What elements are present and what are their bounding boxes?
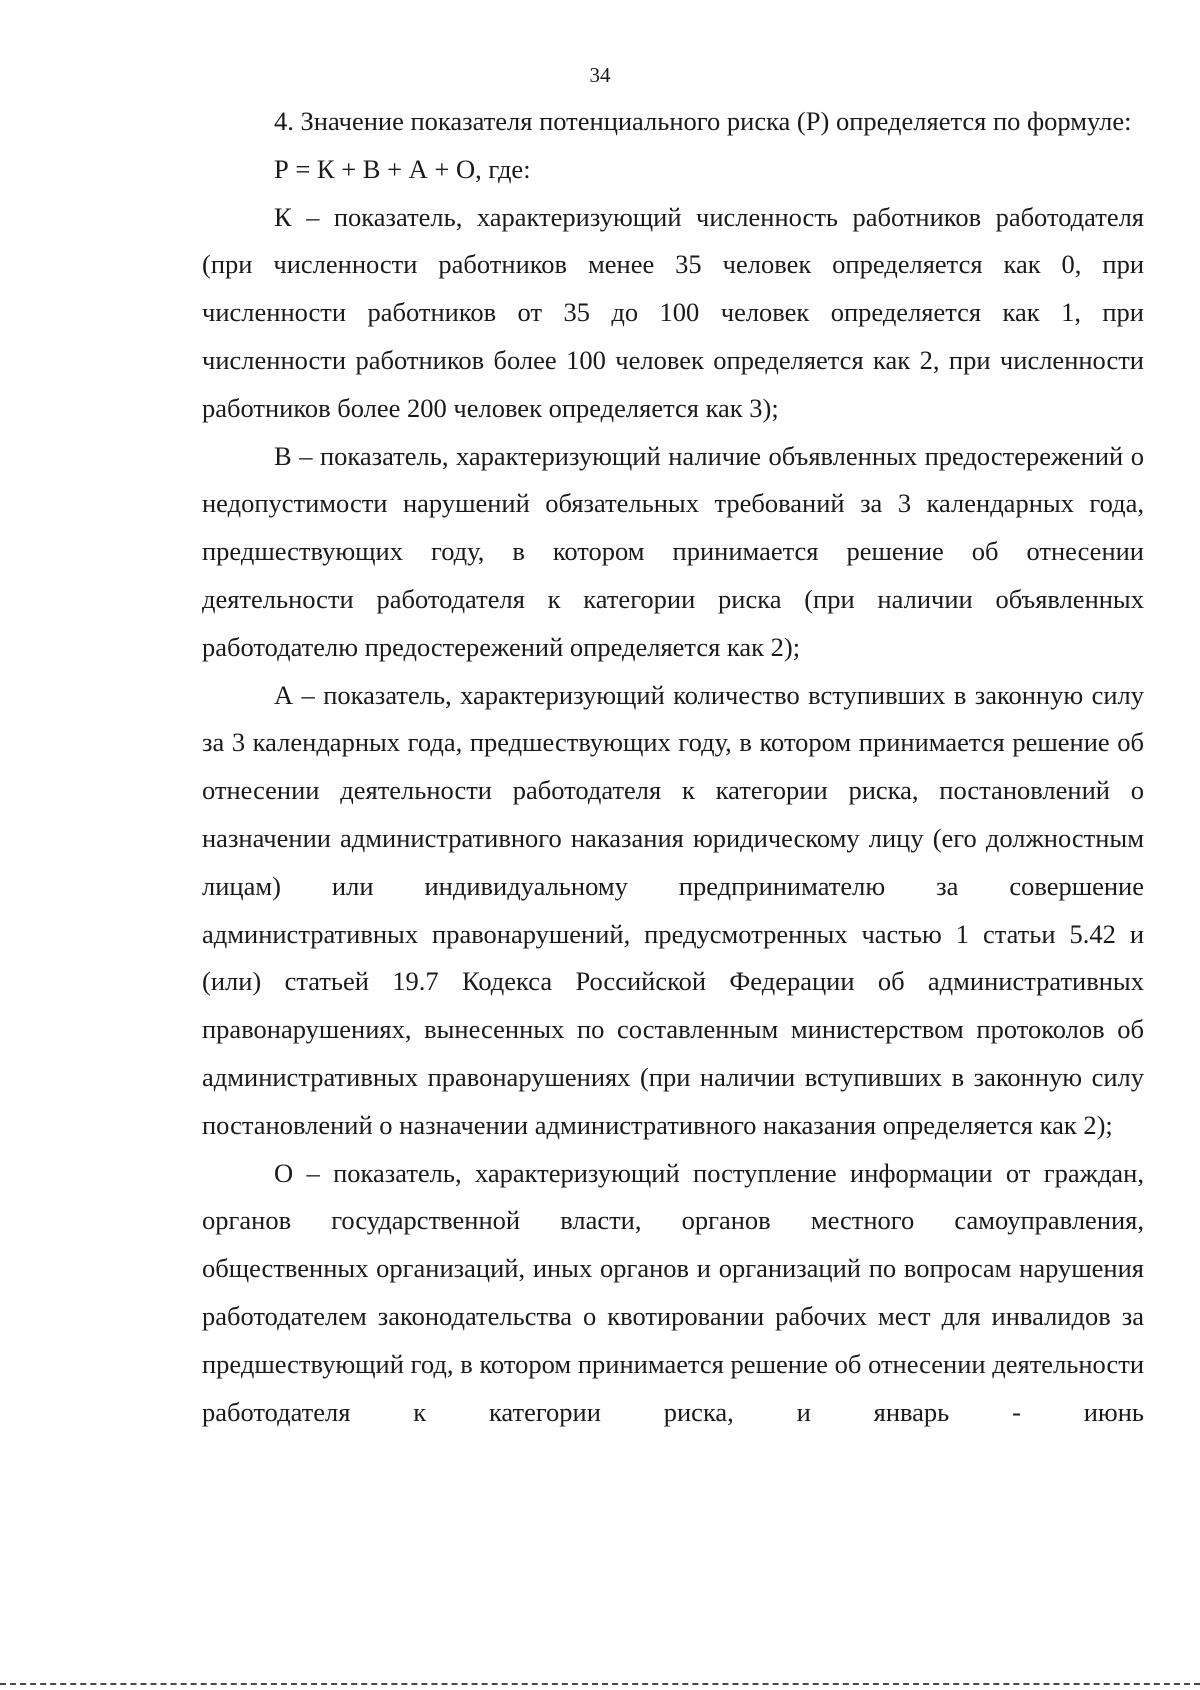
scan-bottom-edge — [0, 1683, 1200, 1685]
paragraph-a-definition: А – показатель, характеризующий количество вступивших в законную силу за 3 календарных года, предшествующих году, в котором принимается решение об отнесении деятельности работодателя к категории риска, постановлений о назначении административного наказания юридическому лицу (его должностным лицам) или индивидуальному предпринимателю за совершение административных правонарушений, предусмотренных частью 1 статьи 5.42 и (или) статьей 19.7 Кодекса Российской Федерации об административных правонарушениях, вынесенных по составленным министерством протоколов об административных правонарушениях (при наличии вступивших в законную силу постановлений о назначении административного наказания определяется как 2); — [202, 679, 1144, 1140]
page-number: 34 — [589, 63, 611, 87]
paragraph-b-definition: В – показатель, характеризующий наличие объявленных предостережений о недопустимости нарушений обязательных требований за 3 календарных года, предшествующих году, в котором принимается решение об отнесении деятельности работодателя к категории риска (при наличии объявленных работодателю предостережений определяется как 2); — [202, 440, 1144, 662]
paragraph-formula-intro: 4. Значение показателя потенциального риска (Р) определяется по формуле: — [274, 106, 1132, 136]
document-body — [202, 98, 1144, 1436]
paragraph-k-definition: К – показатель, характеризующий численность работников работодателя (при численности работников менее 35 человек определяется как 0, при численности работников от 35 до 100 человек определяется как 1, при численности работников более 100 человек определяется как 2, при численности работников более 200 человек определяется как 3); — [202, 201, 1144, 423]
paragraph-o-definition: О – показатель, характеризующий поступление информации от граждан, органов государственной власти, органов местного самоуправления, общественных организаций, иных органов и организаций по вопросам нарушения работодателем законодательства о квотировании рабочих мест для инвалидов за предшествующий год, в котором принимается решение об отнесении деятельности работодателя к категории риска, и январь - июнь — [202, 1157, 1144, 1427]
formula: Р = К + В + А + О, где: — [274, 153, 531, 184]
